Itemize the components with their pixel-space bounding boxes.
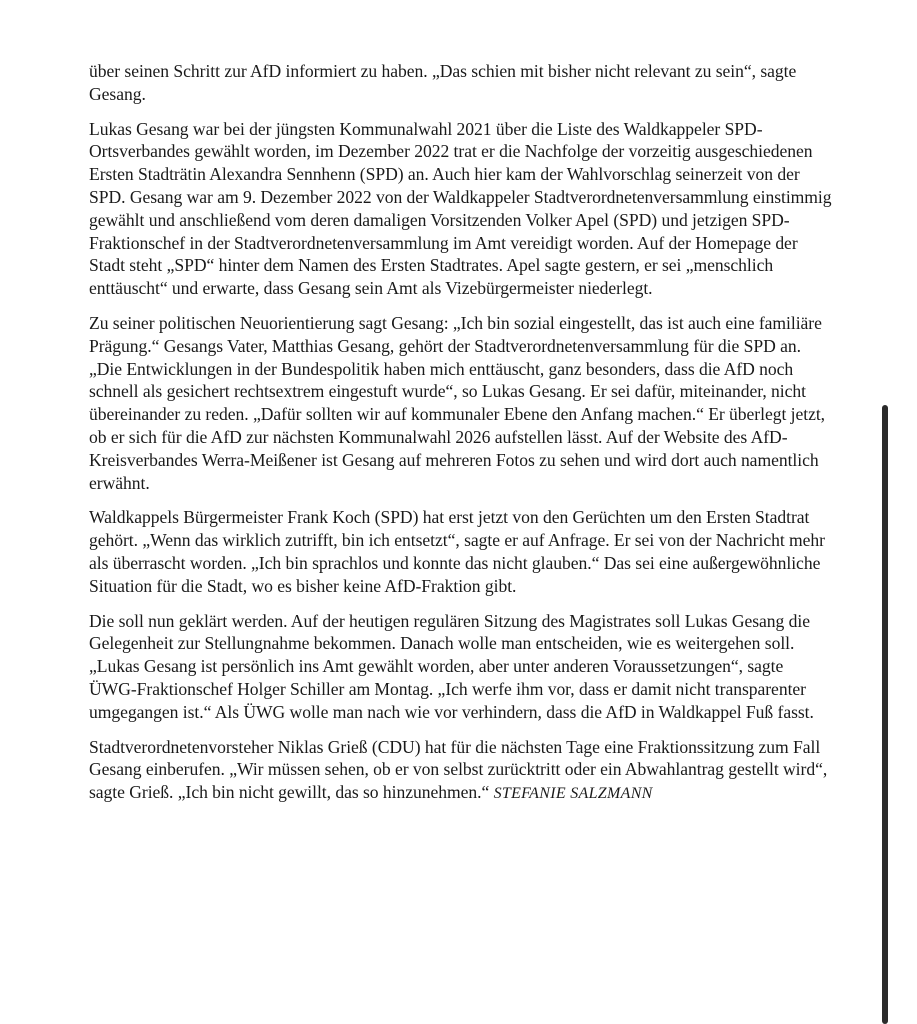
vertical-scrollbar[interactable] — [882, 405, 888, 1024]
article-paragraph: über seinen Schritt zur AfD informiert zu haben. „Das schien mit bisher nicht relevant zu sein“, sagte Gesang. — [89, 61, 797, 104]
article-paragraph: Die soll nun geklärt werden. Auf der heutigen regulären Sitzung des Magistrates soll Lukas Gesang die Gelegenheit zur Stellungnahme bekommen. Danach wolle man entscheiden, wie es weitergehen soll. „Lukas Gesang ist persönlich ins Amt gewählt worden, aber unter anderen Voraussetzungen“, sagte ÜWG-Fraktionschef Holger Schiller am Montag. „Ich werfe ihm vor, dass er damit nicht transparenter umgegangen ist.“ Als ÜWG wolle man nach wie vor verhindern, dass die AfD in Waldkappel Fuß fasst. — [89, 610, 814, 722]
author-byline: STEFANIE SALZMANN — [493, 785, 653, 803]
article-body — [89, 60, 834, 818]
article-paragraph: Waldkappels Bürgermeister Frank Koch (SPD) hat erst jetzt von den Gerüchten um den Ersten Stadtrat gehört. „Wenn das wirklich zutrifft, bin ich entsetzt“, sagte er auf Anfrage. Er sei von der Nachricht mehr als überrascht worden. „Ich bin sprachlos und konnte das nicht glauben.“ Das sei eine außergewöhnliche Situation für die Stadt, wo es bisher keine AfD-Fraktion gibt. — [89, 507, 825, 596]
article-paragraph-text: Stadtverordnetenvorsteher Niklas Grieß (CDU) hat für die nächsten Tage eine Fraktionssitzung zum Fall Gesang einberufen. „Wir müssen sehen, ob er von selbst zurücktritt oder ein Abwahlantrag gestellt wird“, sagte Grieß. „Ich bin nicht gewillt, das so hinzunehmen.“ — [89, 736, 828, 803]
article-paragraph: Zu seiner politischen Neuorientierung sagt Gesang: „Ich bin sozial eingestellt, das ist auch eine familiäre Prägung.“ Gesangs Vater, Matthias Gesang, gehört der Stadtverordnetenversammlung für die SPD an. „Die Entwicklungen in der Bundespolitik haben mich enttäuscht, ganz besonders, dass die AfD noch schnell als gesichert rechtsextrem eingestuft wurde“, so Lukas Gesang. Er sei dafür, miteinander, nicht übereinander zu reden. „Dafür sollten wir auf kommunaler Ebene den Anfang machen.“ Er überlegt jetzt, ob er sich für die AfD zur nächsten Kommunalwahl 2026 aufstellen lässt. Auf der Website des AfD-Kreisverbandes Werra-Meißener ist Gesang auf mehreren Fotos zu sehen und wird dort auch namentlich erwähnt. — [89, 312, 826, 493]
article-paragraph-last — [89, 736, 834, 806]
article-paragraph: Lukas Gesang war bei der jüngsten Kommunalwahl 2021 über die Liste des Waldkappeler SPD-Ortsverbandes gewählt worden, im Dezember 2022 trat er die Nachfolge der vorzeitig ausgeschiedenen Ersten Stadträtin Alexandra Sennhenn (SPD) an. Auch hier kam der Wahlvorschlag seinerzeit von der SPD. Gesang war am 9. Dezember 2022 von der Waldkappeler Stadtverordnetenversammlung einstimmig gewählt und anschließend vom deren damaligen Vorsitzenden Volker Apel (SPD) und jetzigen SPD-Fraktionschef in der Stadtverordnetenversammlung im Amt vereidigt worden. Auf der Homepage der Stadt steht „SPD“ hinter dem Namen des Ersten Stadtrates. Apel sagte gestern, er sei „menschlich enttäuscht“ und erwarte, dass Gesang sein Amt als Vizebürgermeister niederlegt. — [89, 118, 832, 299]
